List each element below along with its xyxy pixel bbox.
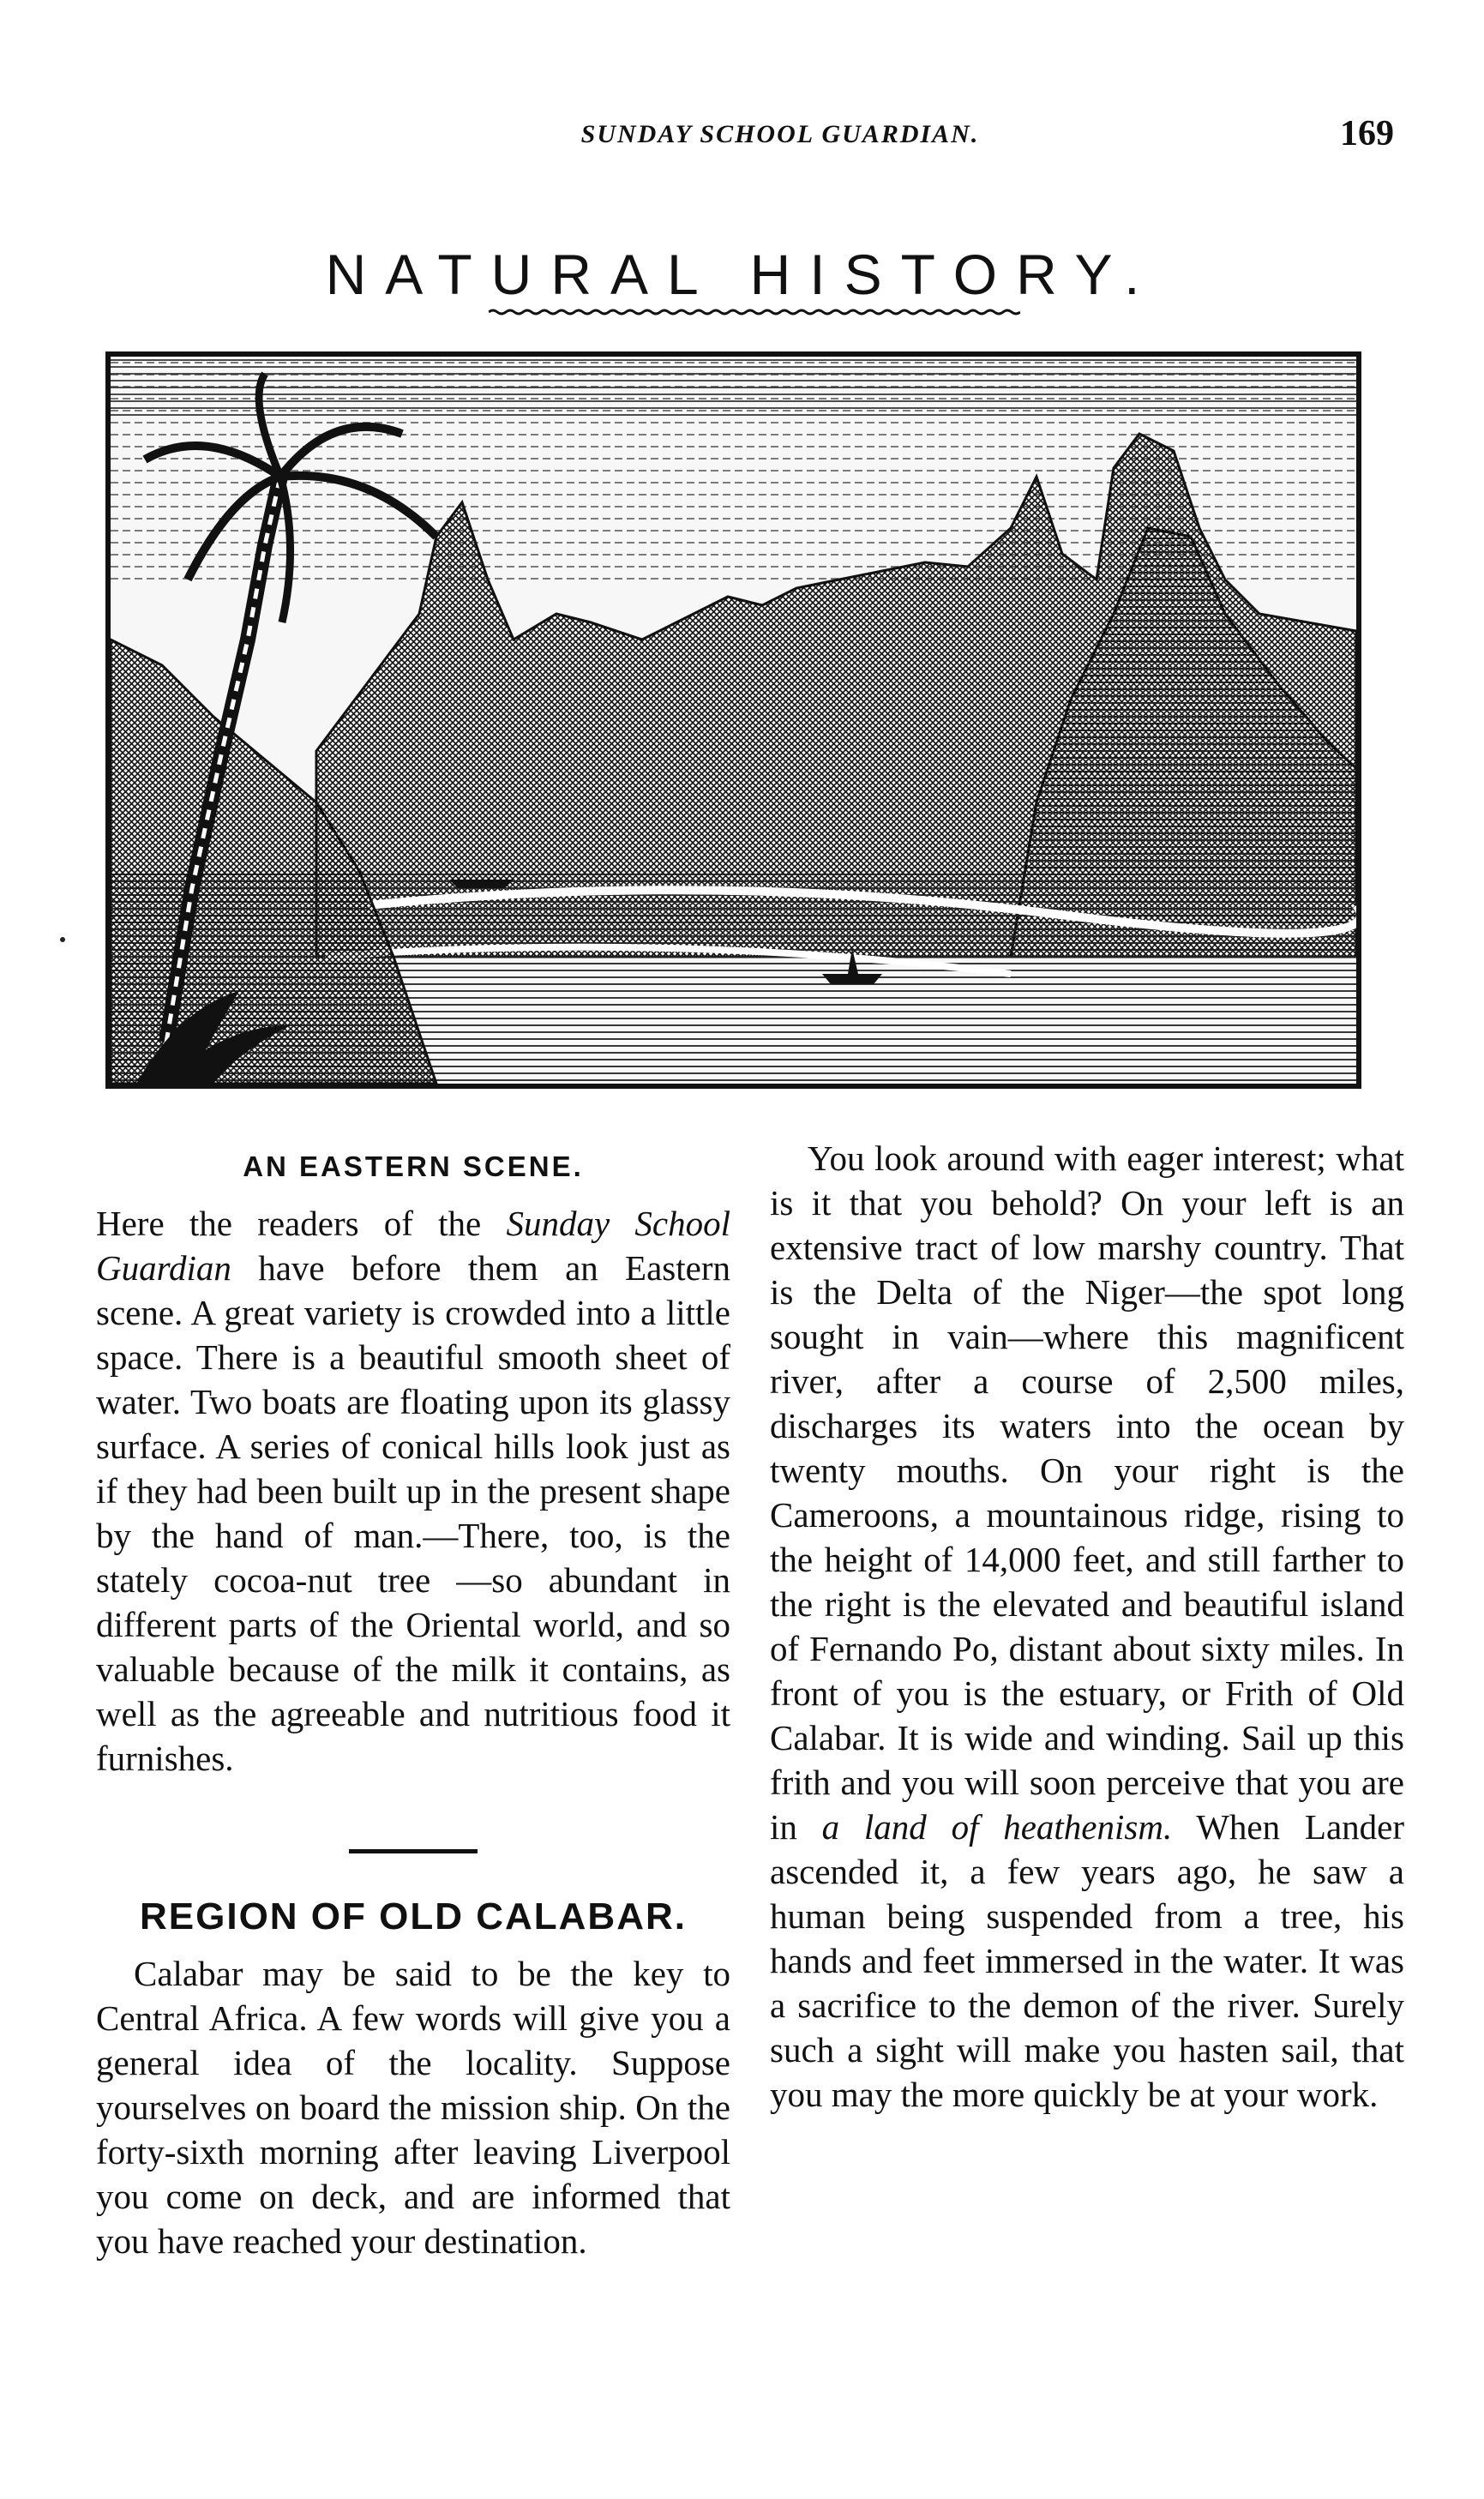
page-header (0, 114, 1484, 171)
column-right (770, 1136, 1404, 2117)
article-paragraph (96, 1201, 730, 1781)
section-divider (349, 1849, 478, 1853)
publication-title: Sunday School Guardian (96, 1204, 730, 1288)
print-speck (60, 937, 65, 942)
text-run: When Lander ascended it, a few years ago, he saw a human being suspended from a tree, his hands and feet immersed in the water. It was a sacrifice to the demon of the river. Surely such a sight will make you hasten sail, that you may the more quickly be at your work. (770, 1807, 1404, 2114)
article-paragraph: Calabar may be said to be the key to Central Africa. A few words will give you a general idea of the locality. Suppose yourselves on board the mission ship. On the forty-sixth morning after leaving Liverpool you come on deck, and are informed that you have reached your destination. (96, 1954, 730, 2261)
emphasis-text: a land of heathenism. (821, 1807, 1173, 1847)
wavy-rule (489, 309, 1020, 315)
running-title: SUNDAY SCHOOL GUARDIAN. (580, 120, 980, 148)
article-paragraph (770, 1136, 1404, 2117)
section-title: NATURAL HISTORY. (325, 243, 1159, 307)
text-run: You look around with eager interest; what is it that you behold? On your left is an extensive tract of low marshy country. That is the Delta of the Niger—the spot long sought in vain—where this magnificent river, after a course of 2,500 miles, discharges its waters into the ocean by twenty mouths. On your right is the Cameroons, a mountainous ridge, rising to the height of 14,000 feet, and still farther to the right is the elevated and beautiful island of Fernando Po, distant about sixty miles. In front of you is the estuary, or Frith of Old Calabar. It is wide and winding. Sail up this frith and you will soon perceive that you are in (770, 1138, 1404, 1847)
article-heading-eastern-scene: AN EASTERN SCENE. (243, 1150, 584, 1182)
column-left (96, 1136, 730, 2263)
text-run: have before them an Eastern scene. A great variety is crowded into a little space. There is a beautiful smooth sheet of water. Two boats are floating upon its glassy surface. A series of conical hills look just as if they had been built up in the present shape by the hand of man.—There, too, is the stately cocoa-nut tree —so abundant in different parts of the Oriental world, and so valuable because of the milk it contains, as well as the agreeable and nutritious food it furnishes. (96, 1248, 730, 1778)
article-heading-old-calabar: REGION OF OLD CALABAR. (140, 1895, 687, 1937)
engraving-eastern-scene (105, 351, 1361, 1089)
page-number: 169 (1340, 114, 1394, 153)
text-run: Here the readers of the (96, 1204, 507, 1243)
